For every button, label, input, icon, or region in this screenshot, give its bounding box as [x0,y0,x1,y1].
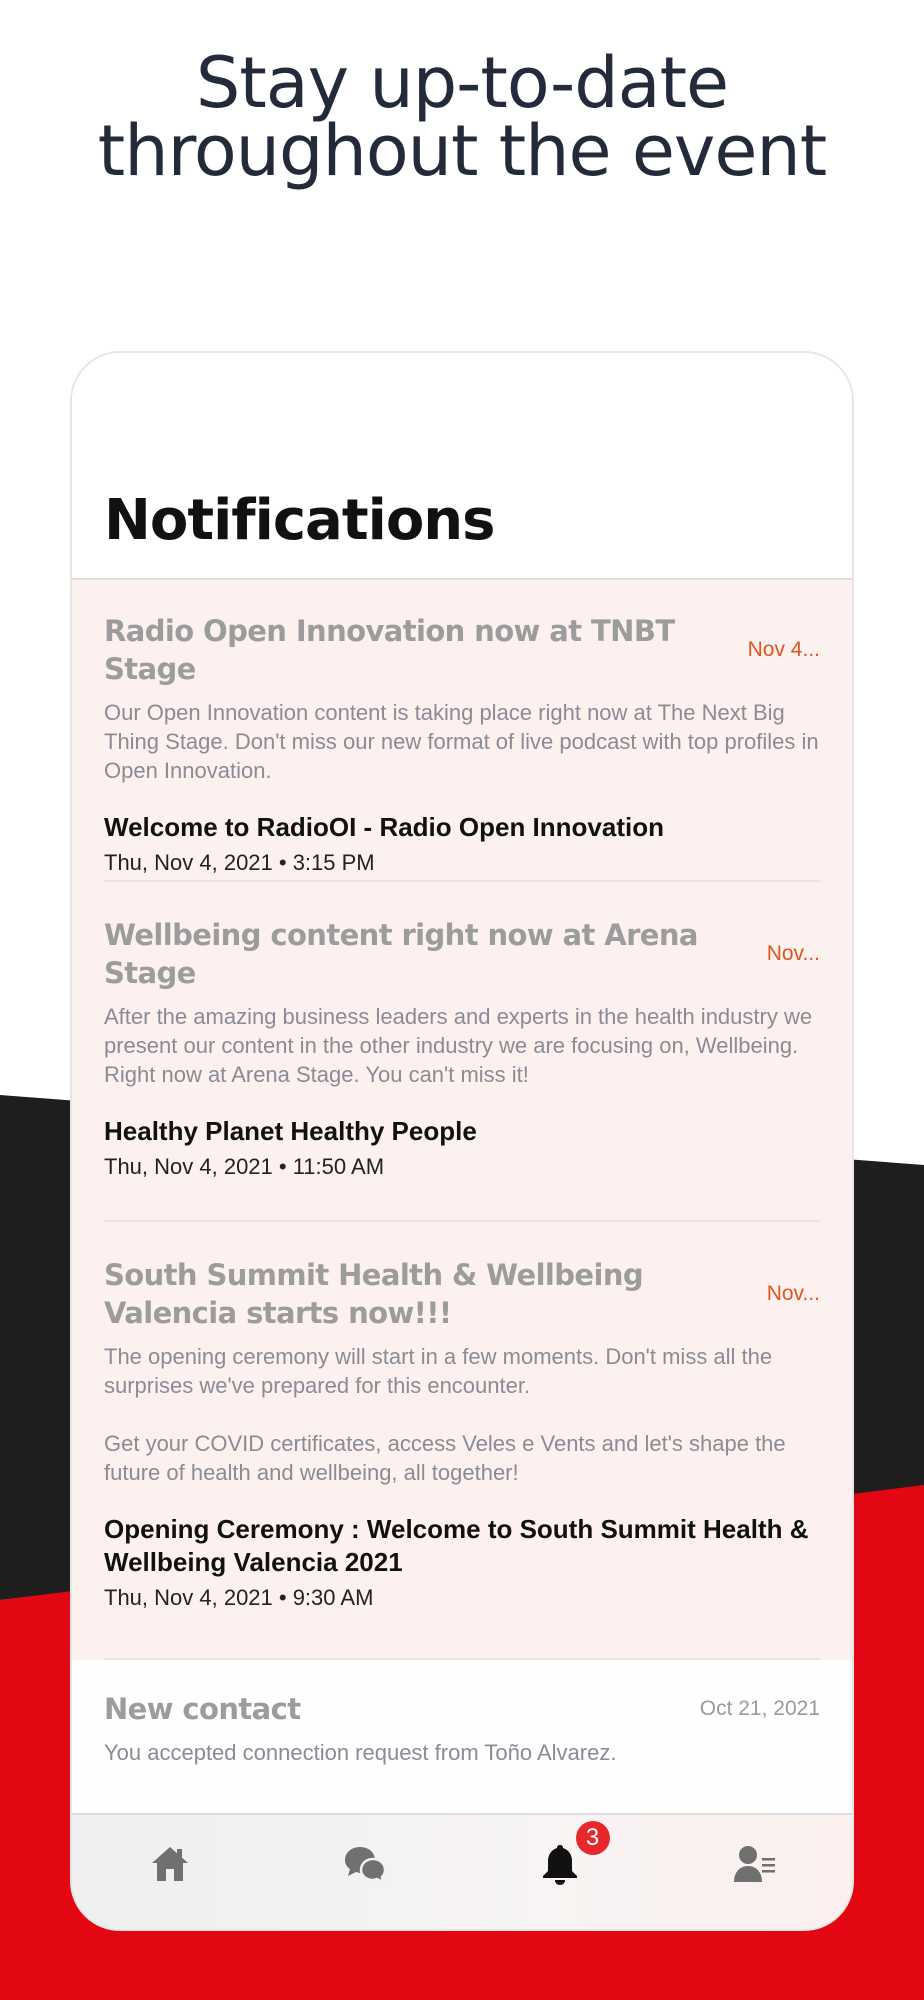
promo-headline [0,42,924,192]
tab-profile[interactable] [657,1815,852,1929]
session-link[interactable]: Healthy Planet Healthy People [104,1116,477,1146]
session-link[interactable]: Welcome to RadioOI - Radio Open Innovation [104,812,664,842]
headline-line-1: Stay up-to-date [195,42,729,124]
notification-body: Our Open Innovation content is taking place right now at The Next Big Thing Stage. Don't miss our new format of live podcast with top profiles in Open Innovation. [104,700,819,783]
page-title: Notifications [104,488,495,553]
notification-date: Nov 4... [747,638,820,661]
session-link[interactable]: Opening Ceremony : Welcome to South Summit Health & Wellbeing Valencia 2021 [104,1514,809,1577]
headline-line-2: throughout the event [97,110,827,192]
bottom-tab-bar [72,1813,852,1929]
notification-list[interactable] [72,580,852,1802]
notification-date: Nov... [766,1282,820,1305]
bell-icon [541,1843,579,1885]
session-time: Thu, Nov 4, 2021 • 9:30 AM [104,1585,374,1610]
notification-item[interactable] [72,882,852,1222]
tab-home[interactable] [72,1815,267,1929]
notification-item[interactable] [72,1222,852,1660]
phone-frame [70,351,854,1931]
screen-header [72,353,852,580]
notification-date: Nov... [766,942,820,965]
notification-item[interactable] [72,580,852,882]
home-icon [150,1845,190,1883]
chat-icon [343,1845,387,1883]
notification-badge: 3 [576,1821,610,1855]
notification-body: The opening ceremony will start in a few moments. Don't miss all the surprises we've prepared for this encounter. Get your COVID certificates, access Veles e Vents and let's shape the future of health and wellbeing, all together! [104,1344,786,1485]
notification-body: You accepted connection request from Toño Alvarez. [104,1740,617,1765]
tab-notifications[interactable] [462,1815,657,1929]
notification-title: Wellbeing content right now at Arena Stage [104,918,698,990]
profile-list-icon [733,1844,777,1884]
session-time: Thu, Nov 4, 2021 • 11:50 AM [104,1154,385,1179]
notification-title: South Summit Health & Wellbeing Valencia starts now!!! [104,1258,644,1330]
notification-title: Radio Open Innovation now at TNBT Stage [104,614,675,686]
notification-body: After the amazing business leaders and experts in the health industry we present our content in the other industry we are focusing on, Wellbeing. Right now at Arena Stage. You can't miss it! [104,1004,813,1087]
notification-item[interactable] [72,1660,852,1802]
session-time: Thu, Nov 4, 2021 • 3:15 PM [104,850,375,875]
tab-messages[interactable] [267,1815,462,1929]
notification-title: New contact [104,1692,301,1726]
notification-date: Oct 21, 2021 [699,1697,820,1720]
